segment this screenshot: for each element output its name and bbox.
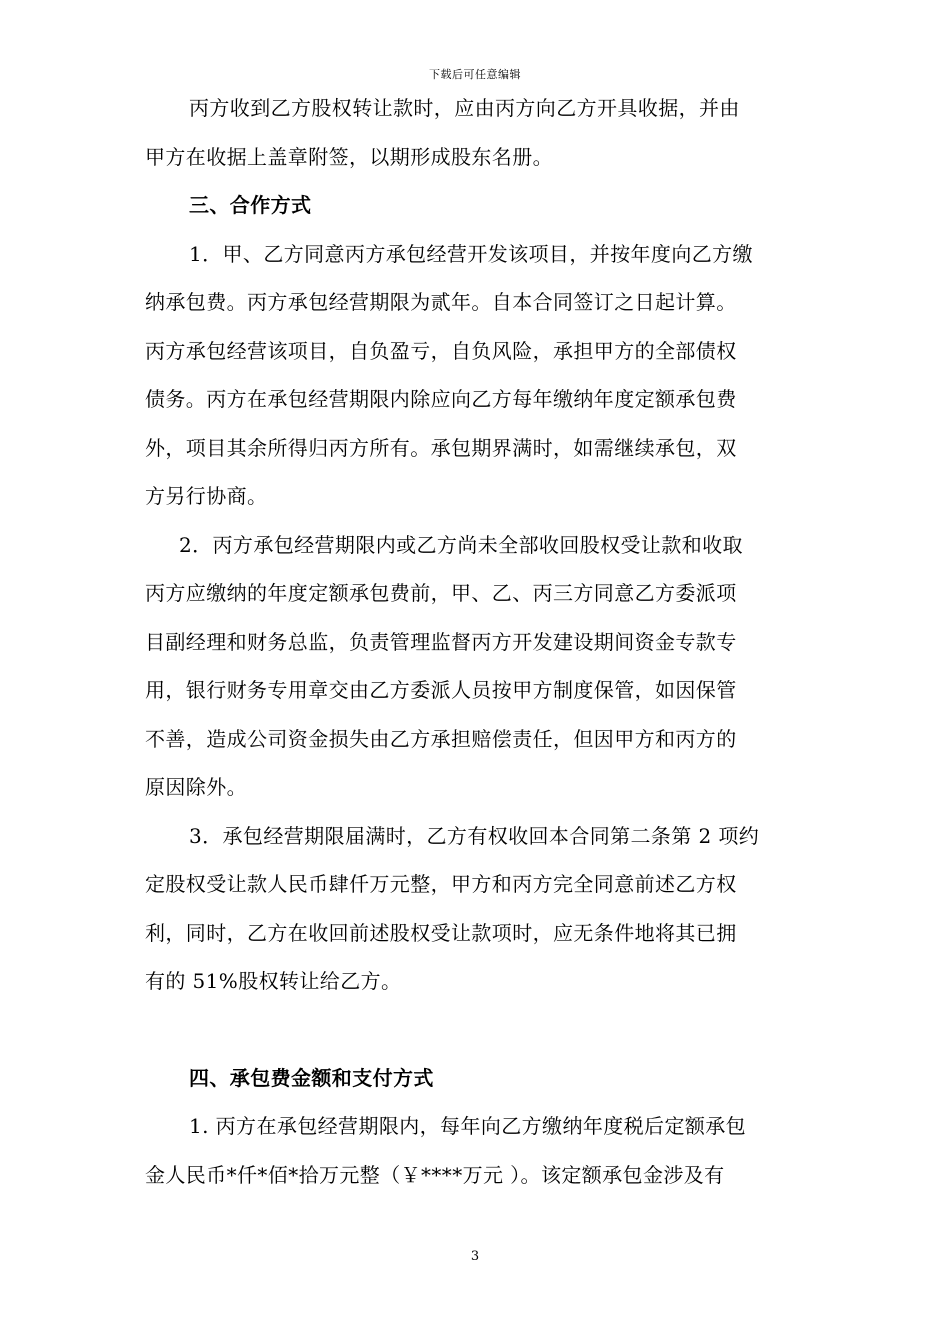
paragraph-line: 债务。丙方在承包经营期限内除应向乙方每年缴纳年度定额承包费 xyxy=(145,387,737,411)
paragraph-line: 丙方收到乙方股权转让款时，应由丙方向乙方开具收据，并由 xyxy=(189,96,740,120)
paragraph-line: 1．甲、乙方同意丙方承包经营开发该项目，并按年度向乙方缴 xyxy=(189,241,753,266)
paragraph-line: 2．丙方承包经营期限内或乙方尚未全部收回股权受让款和收取 xyxy=(179,532,743,557)
paragraph-line: 纳承包费。丙方承包经营期限为贰年。自本合同签订之日起计算。 xyxy=(145,290,737,314)
paragraph-line: 方另行协商。 xyxy=(145,484,268,508)
section-heading: 三、合作方式 xyxy=(189,193,312,217)
page-header: 下载后可任意编辑 xyxy=(429,68,521,81)
paragraph-line: 金人民币*仟*佰*拾万元整（￥****万元 ）。该定额承包金涉及有 xyxy=(145,1162,725,1187)
document-body xyxy=(145,84,805,1199)
paragraph-line: 定股权受让款人民币肆仟万元整，甲方和丙方完全同意前述乙方权 xyxy=(145,872,737,896)
paragraph-line: 原因除外。 xyxy=(145,775,247,799)
paragraph-line: 丙方应缴纳的年度定额承包费前，甲、乙、丙三方同意乙方委派项 xyxy=(145,581,737,605)
paragraph-line: 不善，造成公司资金损失由乙方承担赔偿责任，但因甲方和丙方的 xyxy=(145,726,737,751)
paragraph-line: 甲方在收据上盖章附签，以期形成股东名册。 xyxy=(145,144,553,169)
paragraph-line: 用，银行财务专用章交由乙方委派人员按甲方制度保管，如因保管 xyxy=(145,678,737,702)
paragraph-line: 1. 丙方在承包经营期限内，每年向乙方缴纳年度税后定额承包 xyxy=(189,1114,747,1138)
paragraph-line: 有的 51%股权转让给乙方。 xyxy=(145,969,402,993)
paragraph-line: 外，项目其余所得归丙方所有。承包期界满时，如需继续承包，双 xyxy=(145,435,737,460)
paragraph-line: 3．承包经营期限届满时，乙方有权收回本合同第二条第 2 项约 xyxy=(189,823,760,848)
paragraph-line: 目副经理和财务总监，负责管理监督丙方开发建设期间资金专款专 xyxy=(145,629,737,654)
page-number: 3 xyxy=(470,1249,480,1264)
section-heading: 四、承包费金额和支付方式 xyxy=(189,1065,434,1090)
paragraph-line: 丙方承包经营该项目，自负盈亏，自负风险，承担甲方的全部债权 xyxy=(145,338,737,363)
paragraph-line: 利，同时，乙方在收回前述股权受让款项时，应无条件地将其已拥 xyxy=(145,920,737,945)
blank-line xyxy=(145,1006,805,1054)
